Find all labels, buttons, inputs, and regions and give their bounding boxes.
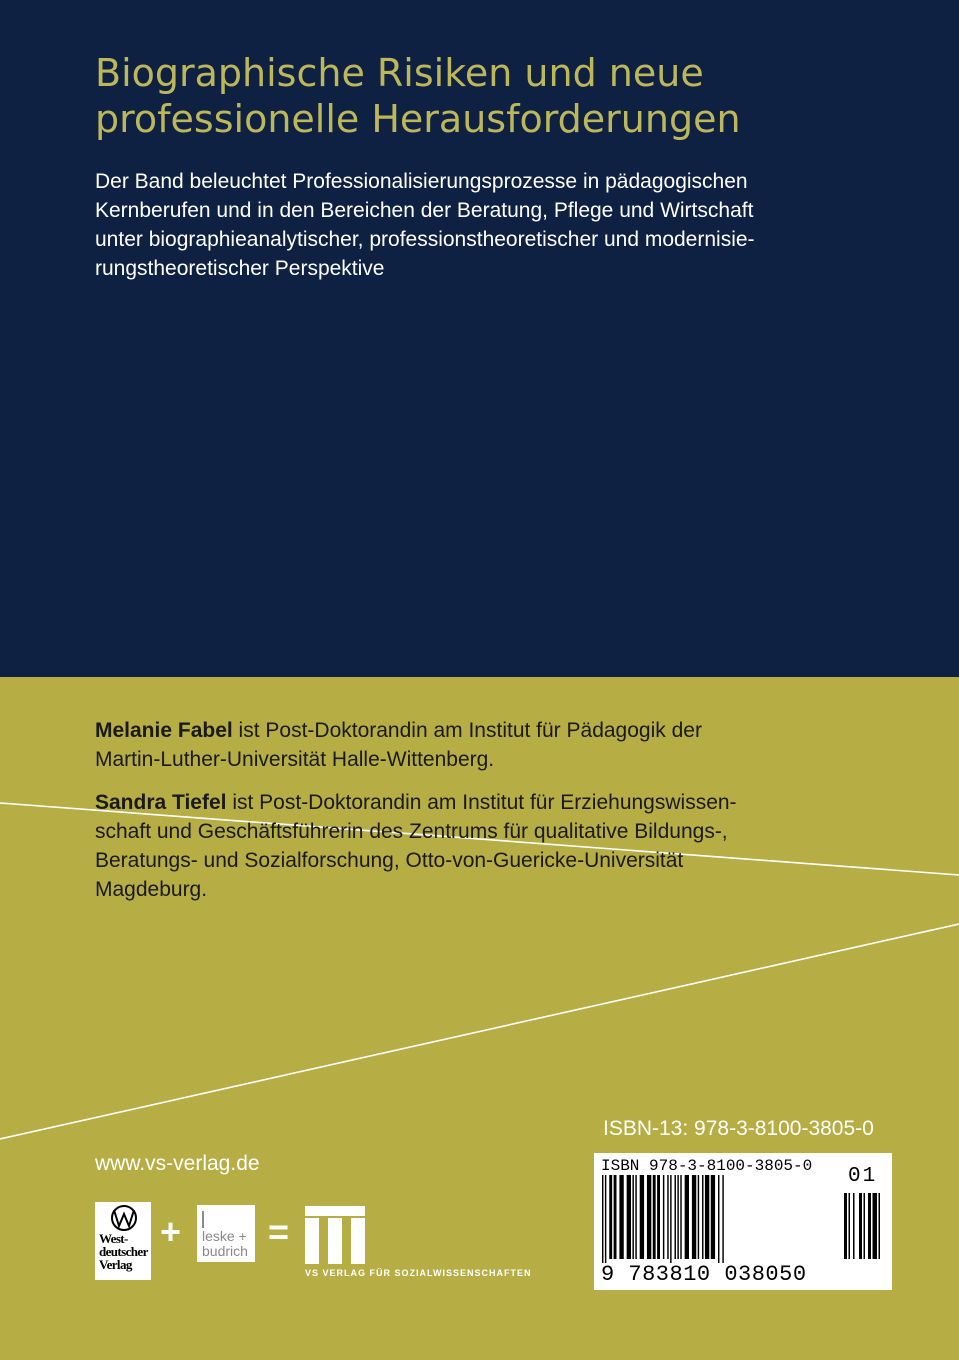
logo-text-line: deutscher: [99, 1244, 148, 1259]
barcode-bar: [653, 1175, 656, 1259]
decorative-line-lower: [0, 924, 959, 1139]
barcode-bar: [667, 1175, 668, 1259]
author-bio-line: Magdeburg.: [95, 878, 208, 901]
barcode-bar: [635, 1175, 636, 1259]
barcode-addon-text: 01: [848, 1165, 878, 1188]
barcode-addon-bar: [859, 1193, 862, 1259]
barcode-bar: [670, 1175, 671, 1263]
book-blurb: [95, 167, 915, 283]
barcode-bar: [602, 1175, 603, 1263]
barcode-bar: [675, 1175, 676, 1259]
author-bio-tiefel: [95, 788, 915, 904]
website-link[interactable]: www.vs-verlag.de: [95, 1152, 260, 1175]
barcode-digits: 9 783810 038050: [601, 1262, 807, 1287]
barcode-bar: [657, 1175, 660, 1259]
logo-text-line: leske +: [202, 1228, 247, 1244]
barcode-bar: [663, 1175, 664, 1259]
author-name: Sandra Tiefel: [95, 791, 227, 814]
barcode-bar: [632, 1175, 633, 1259]
barcode-bar: [702, 1175, 703, 1259]
blurb-line-1: Der Band beleuchtet Professionalisierungsprozesse in pädagogischen: [95, 170, 748, 193]
isbn-label: ISBN-13: 978-3-8100-3805-0: [603, 1117, 874, 1140]
vs-verlag-text: VS VERLAG FÜR SOZIALWISSENSCHAFTEN: [305, 1268, 532, 1278]
leske-bar-icon: [202, 1211, 204, 1228]
barcode-addon-bar: [849, 1193, 851, 1259]
barcode-bar: [677, 1175, 678, 1259]
logo-text-line: Verlag: [99, 1257, 132, 1272]
barcode-isbn-text: ISBN 978-3-8100-3805-0: [601, 1157, 813, 1175]
blurb-line-3: unter biographieanalytischer, professionstheoretischer und modernisie-: [95, 228, 755, 251]
barcode-addon-bar: [864, 1193, 866, 1259]
barcode-addon-bar: [853, 1193, 855, 1259]
author-bio-text: ist Post-Doktorandin am Institut für Erziehungswissen-: [226, 791, 737, 814]
barcode-addon-bar: [873, 1193, 878, 1259]
barcode-bar: [619, 1175, 623, 1259]
plus-sign: +: [160, 1211, 182, 1252]
barcode-addon-bar: [844, 1193, 847, 1259]
barcode-bar: [680, 1175, 681, 1259]
westdeutscher-verlag-logo: [95, 1202, 151, 1280]
leske-budrich-text: [202, 1229, 248, 1259]
blurb-line-4: rungstheoretischer Perspektive: [95, 257, 385, 280]
barcode: [594, 1153, 892, 1290]
barcode-bar: [692, 1175, 696, 1259]
barcode-bar: [640, 1175, 644, 1259]
author-bio-line: [95, 716, 915, 745]
barcode-bar: [685, 1175, 689, 1259]
barcode-bar: [722, 1175, 723, 1263]
author-bio-line: Martin-Luther-Universität Halle-Wittenberg.: [95, 748, 495, 771]
book-title-line-2: professionelle Herausforderungen: [95, 97, 741, 141]
author-bio-line: Beratungs- und Sozialforschung, Otto-von-Guericke-Universität: [95, 849, 684, 872]
barcode-bar: [627, 1175, 631, 1259]
barcode-bar: [718, 1175, 719, 1263]
barcode-addon-bar: [868, 1193, 871, 1259]
author-bio-line: schaft und Geschäftsführerin des Zentrums für qualitative Bildungs-,: [95, 820, 728, 843]
barcode-bar: [605, 1175, 606, 1263]
author-bio-text: ist Post-Doktorandin am Institut für Pädagogik der: [232, 719, 702, 742]
book-title-line-1: Biographische Risiken und neue: [95, 51, 704, 95]
blurb-line-2: Kernberufen und in den Bereichen der Beratung, Pflege und Wirtschaft: [95, 199, 754, 222]
barcode-bar: [698, 1175, 699, 1259]
author-name: Melanie Fabel: [95, 719, 233, 742]
logo-text-line: West-: [99, 1231, 128, 1246]
barcode-bar: [609, 1175, 612, 1259]
author-bio-line: [95, 788, 915, 817]
barcode-bar: [614, 1175, 617, 1259]
book-title: [95, 50, 895, 142]
logo-text-line: budrich: [202, 1243, 248, 1259]
vs-verlag-logo-icon: [305, 1206, 365, 1264]
barcode-bar: [647, 1175, 651, 1259]
barcode-bar: [711, 1175, 715, 1259]
wv-monogram-icon: [109, 1204, 139, 1232]
leske-budrich-logo: [197, 1205, 255, 1262]
barcode-addon-bar: [879, 1193, 881, 1259]
author-bio-fabel: [95, 716, 915, 774]
barcode-bar: [705, 1175, 709, 1259]
equals-sign: =: [268, 1211, 290, 1252]
westdeutscher-verlag-text: [99, 1232, 151, 1271]
